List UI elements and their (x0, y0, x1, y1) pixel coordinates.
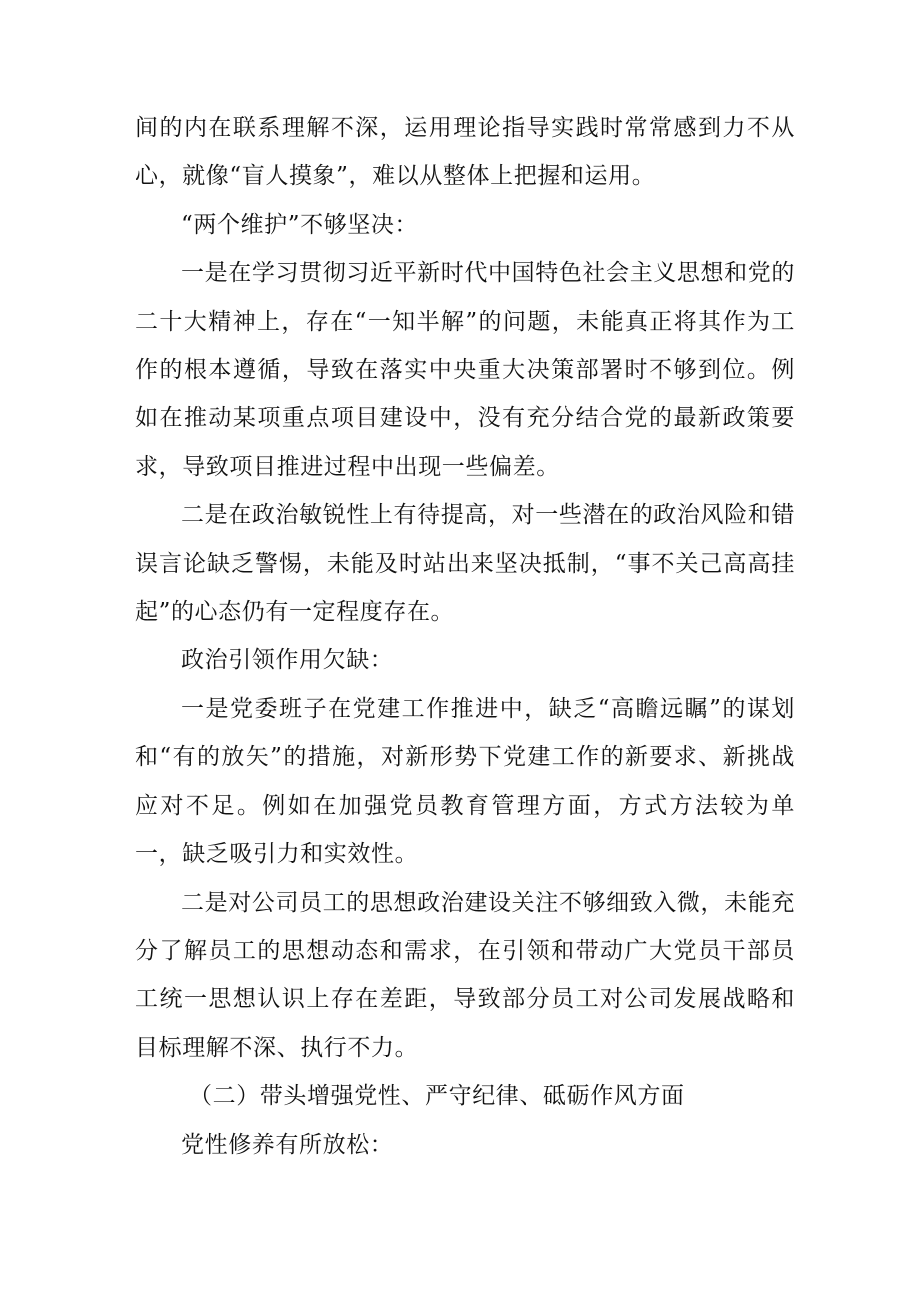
subheading-party-spirit: 党性修养有所放松： (181, 1131, 394, 1158)
paragraph-leadership-point-two: 二是对公司员工的思想政治建设关注不够细致入微，未能充分了解员工的思想动态和需求，在引领和带动广大党员干部员工统一思想认识上存在差距，导致部分员工对公司发展战略和目标理解不深、执行不力。 (135, 889, 795, 1061)
section-heading-two: （二）带头增强党性、严守纪律、砥砺作风方面 (189, 1083, 685, 1110)
paragraph-point-two: 二是在政治敏锐性上有待提高，对一些潜在的政治风险和错误言论缺乏警惕，未能及时站出来坚决抵制，“事不关己高高挂起”的心态仍有一定程度存在。 (135, 502, 795, 626)
document-body (135, 104, 795, 1169)
subheading-political-leadership: 政治引领作用欠缺： (181, 647, 394, 674)
paragraph-continuation: 间的内在联系理解不深，运用理论指导实践时常常感到力不从心，就像“盲人摸象”，难以从整体上把握和运用。 (135, 115, 795, 190)
paragraph-point-one: 一是在学习贯彻习近平新时代中国特色社会主义思想和党的二十大精神上，存在“一知半解”的问题，未能真正将其作为工作的根本遵循，导致在落实中央重大决策部署时不够到位。例如在推动某项重点项目建设中，没有充分结合党的最新政策要求，导致项目推进过程中出现一些偏差。 (135, 260, 795, 480)
subheading-two-safeguards: “两个维护”不够坚决： (181, 211, 419, 238)
paragraph-leadership-point-one: 一是党委班子在党建工作推进中，缺乏“高瞻远瞩”的谋划和“有的放矢”的措施，对新形势下党建工作的新要求、新挑战应对不足。例如在加强党员教育管理方面，方式方法较为单一，缺乏吸引力和实效性。 (135, 695, 795, 868)
